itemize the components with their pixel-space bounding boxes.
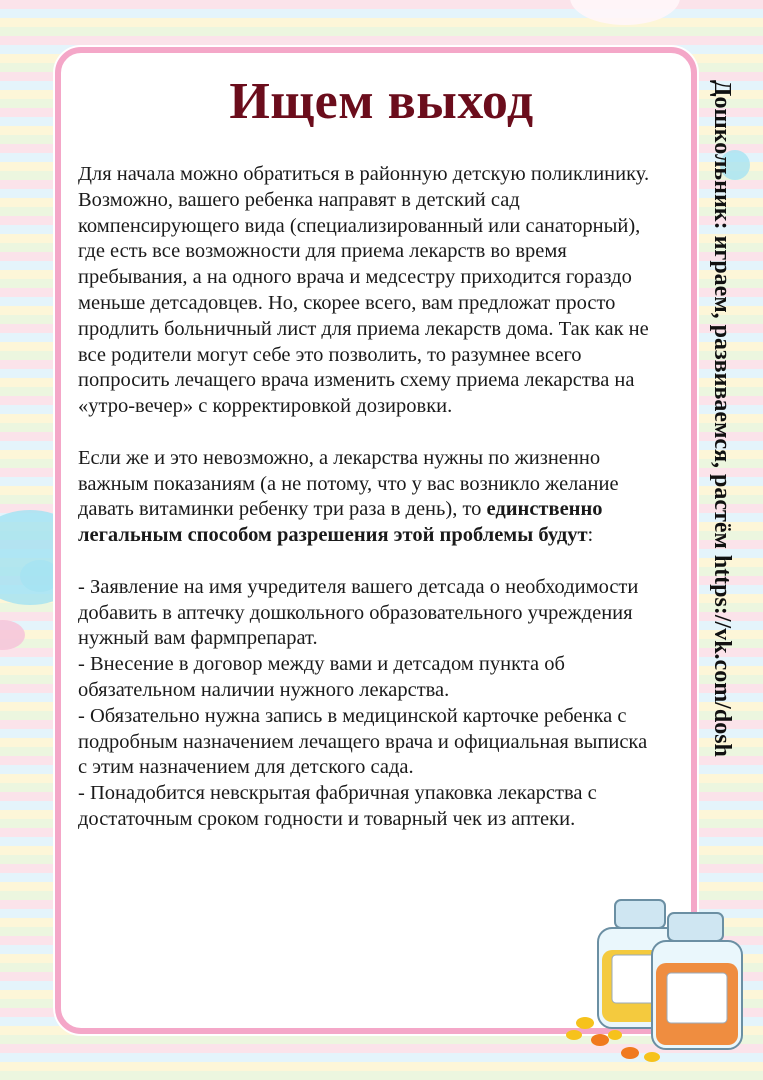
pink-splash-decoration [0,620,25,650]
list-item-packaging: - Понадобится невскрытая фабричная упаковка лекарства с достаточным сроком годности и товарный чек из аптеки. [78,782,597,830]
list-item-contract: - Внесение в договор между вами и детсадом пункта об обязательном наличии нужного лекарства. [78,653,565,701]
page-title: Ищем выход [229,73,534,130]
list-item-medical-record: - Обязательно нужна запись в медицинской карточке ребенка с подробным назначением лечащего врача и официальная выписка с этим назначением для детского сада. [78,704,648,779]
paragraph-legal [78,446,653,549]
article-body [78,162,653,833]
paragraph-intro: Для начала можно обратиться в районную детскую поликлинику. Возможно, вашего ребенка направят в детский сад компенсирующего вида (специализированный или санаторный), где есть все возможности для приема лекарств во время пребывания, а на одного врача и медсестру приходится гораздо меньше детсадовцев. Но, скорее всего, вам предложат просто продлить больничный лист для приема лекарств дома. Так как не все родители могут себе это позволить, то разумнее всего попросить лечащего врача изменить схему приема лекарства на «утро-вечер» с корректировкой дозировки. [78,163,650,418]
paragraph-legal-text: Если же и это невозможно, а лекарства нужны по жизненно важным показаниям (а не потому, что у вас возникло желание давать витаминки ребенку три раза в день), то [78,446,619,521]
medicine-bottles-illustration [560,895,750,1065]
white-splash-decoration [570,0,680,25]
blue-splash-decoration [20,560,60,592]
side-caption: Дошкольник: играем, развиваемся, растём https://vk.com/dosh [709,80,735,757]
paragraph-legal-end: : [587,524,594,547]
paragraph-legal-bold: единственно легальным способом разрешения этой проблемы будут [78,498,603,547]
list-item-statement: - Заявление на имя учредителя вашего детсада о необходимости добавить в аптечку дошкольного образовательного учреждения нужный вам фармпрепарат. [78,575,639,650]
